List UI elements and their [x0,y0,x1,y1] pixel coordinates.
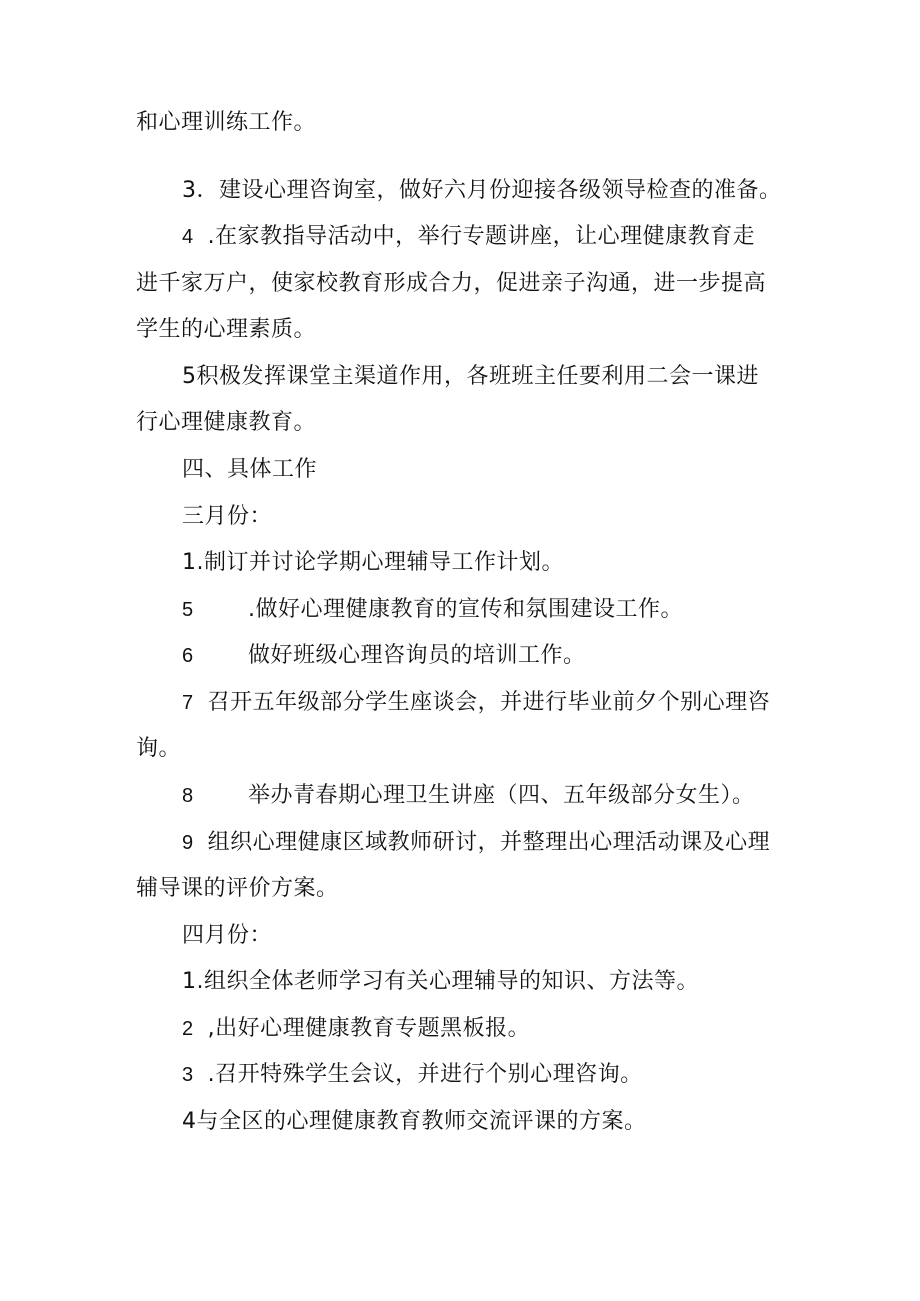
text-line: 询。 [136,736,182,761]
list-number: 6 [182,645,194,667]
list-item [182,1014,530,1044]
month-heading: 三月份： [182,504,273,529]
list-text: .召开特殊学生会议，并进行个别心理咨询。 [207,1062,643,1087]
list-text: ,出好心理健康教育专题黑板报。 [207,1016,531,1041]
list-text: 做好班级心理咨询员的培训工作。 [248,643,586,668]
list-item [182,828,770,858]
list-text: 召开五年级部分学生座谈会，并进行毕业前夕个别心理咨 [207,690,771,715]
text-line: 进千家万户，使家校教育形成合力，促进亲子沟通，进一步提高 [136,271,767,296]
text-line: 学生的心理素质。 [136,317,317,342]
list-number: 4 [182,226,194,248]
list-text: .在家教指导活动中，举行专题讲座，让心理健康教育走 [207,224,756,249]
list-item: 1.制订并讨论学期心理辅导工作计划。 [182,550,564,575]
list-number: 5 [182,599,194,621]
list-number: 9 [182,832,194,854]
list-number: 3 [182,1064,194,1086]
text-line: 行心理健康教育。 [136,410,317,435]
list-number: 8 [182,785,194,807]
list-item [182,688,770,718]
text-line: 3．建设心理咨询室，做好六月份迎接各级领导检查的准备。 [182,178,782,203]
section-heading: 四、具体工作 [182,457,318,482]
list-item [182,595,683,625]
list-number: 2 [182,1018,194,1040]
month-heading: 四月份： [182,923,273,948]
list-number: 7 [182,692,194,714]
list-item [182,1060,643,1090]
text-line [182,222,755,252]
list-text: .做好心理健康教育的宣传和氛围建设工作。 [248,597,683,622]
list-item [182,781,755,811]
list-item [182,641,586,671]
list-text: 举办青春期心理卫生讲座（四、五年级部分女生）。 [248,783,755,808]
list-item: 1.组织全体老师学习有关心理辅导的知识、方法等。 [182,969,699,994]
text-line: 辅导课的评价方案。 [136,876,339,901]
text-line: 5积极发挥课堂主渠道作用，各班班主任要利用二会一课进 [182,364,759,389]
list-text: 组织心理健康区域教师研讨，并整理出心理活动课及心理 [207,830,771,855]
list-item: 4与全区的心理健康教育教师交流评课的方案。 [182,1109,647,1134]
text-line: 和心理训练工作。 [136,110,317,135]
